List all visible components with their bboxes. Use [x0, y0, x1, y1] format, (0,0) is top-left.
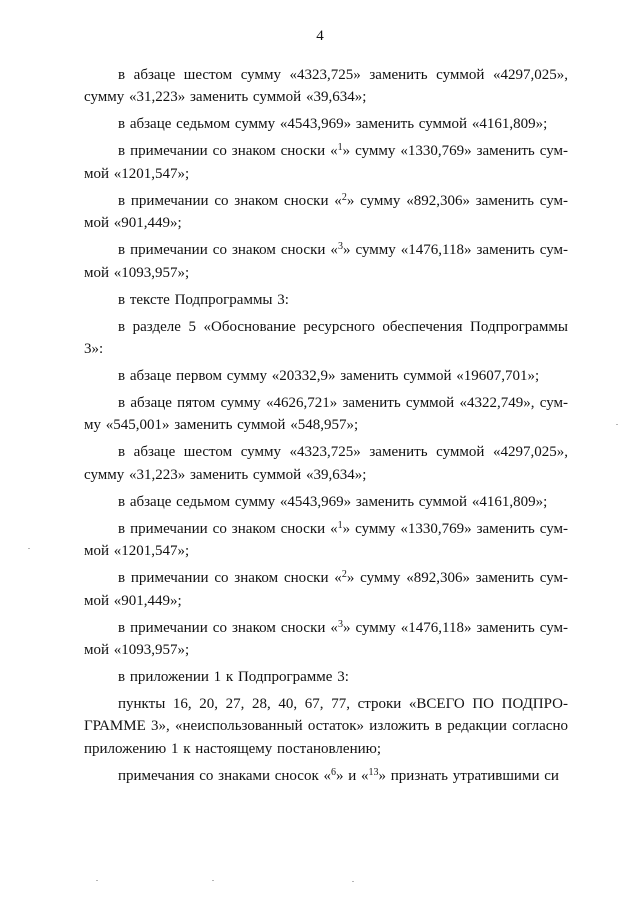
paragraph-text: в примечании со знаком сноски «	[118, 242, 338, 259]
paragraph	[84, 693, 568, 760]
paragraph	[84, 190, 568, 235]
paragraph-text: пункты 16, 20, 27, 28, 40, 67, 77, строки «ВСЕГО ПО ПОДПРОГРАММЕ 3», «неиспользованный остаток» изложить в редакции согласно приложению 1 к настоящему постановлению;	[84, 696, 568, 757]
paragraph-text: в приложении 1 к Подпрограмме 3:	[118, 669, 349, 686]
footnote-mark: 13	[368, 766, 379, 778]
paragraph	[84, 518, 568, 563]
paragraph-text: в примечании со знаком сноски «	[118, 192, 342, 209]
paragraph-text: » сумму «892,306» заменить суммой «901,449»;	[84, 570, 569, 609]
scan-speck	[212, 880, 214, 881]
paragraph	[84, 441, 568, 486]
paragraph-text: в примечании со знаком сноски «	[118, 619, 338, 636]
paragraph	[84, 567, 568, 612]
footnote-mark: 6	[331, 766, 336, 778]
page-number: 4	[316, 28, 324, 44]
paragraph-text: в примечании со знаком сноски «	[118, 570, 342, 587]
paragraph	[84, 140, 568, 185]
paragraph-text: » сумму «892,306» заменить суммой «901,449»;	[84, 192, 569, 232]
paragraph	[84, 365, 568, 387]
footnote-mark: 3	[337, 618, 343, 630]
footnote-mark: 2	[341, 569, 347, 581]
paragraph-text: » признать утратившими си	[378, 767, 559, 784]
paragraph-text: » сумму «1476,118» заменить суммой «1093,957»;	[84, 242, 568, 281]
paragraph-text: » сумму «1476,118» заменить суммой «1093,957»;	[84, 619, 568, 659]
paragraph-text: » сумму «1330,769» заменить суммой «1201,547»;	[84, 520, 568, 560]
scan-speck	[28, 548, 30, 549]
paragraph-text: в абзаце седьмом сумму «4543,969» заменить суммой «4161,809»;	[118, 493, 548, 510]
paragraph	[84, 64, 568, 109]
paragraph-text: » и «	[336, 767, 369, 784]
paragraph-text: в примечании со знаком сноски «	[118, 520, 338, 537]
scan-speck	[96, 880, 98, 881]
paragraph-text: в абзаце пятом сумму «4626,721» заменить суммой «4322,749», сумму «545,001» заменить суммой «548,957»;	[84, 395, 568, 434]
paragraph	[84, 392, 568, 437]
paragraph-text: » сумму «1330,769» заменить суммой «1201,547»;	[84, 143, 568, 182]
footnote-mark: 1	[337, 519, 343, 531]
paragraph	[84, 113, 568, 135]
paragraph	[84, 316, 568, 361]
paragraph	[84, 491, 568, 513]
scan-speck	[616, 424, 618, 425]
paragraph-text: в разделе 5 «Обоснование ресурсного обеспечения Подпрограммы 3»:	[84, 318, 568, 358]
footnote-mark: 1	[337, 142, 343, 154]
paragraph	[84, 765, 568, 787]
paragraph-text: в тексте Подпрограммы 3:	[118, 291, 289, 308]
paragraph-text: в примечании со знаком сноски «	[118, 143, 338, 160]
paragraph-text: примечания со знаками сносок «	[118, 767, 331, 784]
footnote-mark: 2	[341, 191, 347, 203]
scan-speck	[352, 881, 354, 882]
paragraph-text: в абзаце седьмом сумму «4543,969» заменить суммой «4161,809»;	[118, 116, 548, 133]
footnote-mark: 3	[337, 241, 343, 253]
paragraph-text: в абзаце первом сумму «20332,9» заменить суммой «19607,701»;	[118, 368, 540, 385]
paragraph	[84, 289, 568, 311]
paragraph	[84, 239, 568, 284]
document-body	[84, 64, 568, 792]
paragraph-text: в абзаце шестом сумму «4323,725» заменить суммой «4297,025», сумму «31,223» заменить суммой «39,634»;	[84, 67, 568, 106]
paragraph	[84, 617, 568, 662]
paragraph-text: в абзаце шестом сумму «4323,725» заменить суммой «4297,025», сумму «31,223» заменить суммой «39,634»;	[84, 444, 568, 483]
paragraph	[84, 666, 568, 688]
